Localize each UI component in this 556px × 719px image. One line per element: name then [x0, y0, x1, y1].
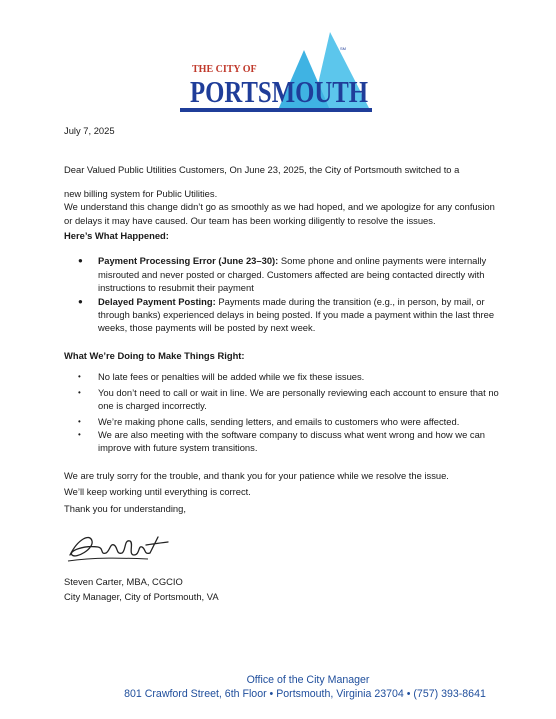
bullet-icon: ● [78, 256, 83, 266]
letter-date: July 7, 2025 [64, 125, 115, 136]
footer-address: 801 Crawford Street, 6th Floor • Portsmouth, Virginia 23704 • (757) 393-8641 [124, 688, 486, 700]
bullet-icon: • [78, 416, 81, 426]
bullet-icon: ● [78, 296, 83, 306]
item-text: Some phone and online payments were internally misrouted and never posted or charged. Customers affected are being contacted directly with instructions to resubmit their payment [98, 255, 487, 294]
sail-logo-graphic [180, 30, 378, 116]
happened-list [64, 254, 504, 334]
bullet-icon: • [78, 372, 81, 382]
bullet-icon: • [78, 429, 81, 439]
logo-city-name: PORTSMOUTH [190, 74, 368, 109]
list-item [64, 386, 504, 413]
item-text: We are also meeting with the software company to discuss what went wrong and how we can improve with future system transitions. [98, 428, 486, 454]
item-title: Delayed Payment Posting: [98, 295, 216, 307]
salutation-line-2: new billing system for Public Utilities. [64, 187, 218, 199]
handwritten-signature [64, 525, 174, 569]
signer-name: Steven Carter, MBA, CGCIO [64, 575, 183, 587]
letterhead-footer [0, 673, 556, 701]
item-title: Payment Processing Error (June 23–30): [98, 255, 279, 267]
footer-office: Office of the City Manager [246, 674, 370, 686]
closing-line-1: We are truly sorry for the trouble, and thank you for your patience while we resolve the issue. [64, 469, 449, 481]
happened-heading: Here’s What Happened: [64, 230, 169, 242]
salutation-line-1: Dear Valued Public Utilities Customers, On June 23, 2025, the City of Portsmouth switched to a [64, 164, 460, 176]
signer-title: City Manager, City of Portsmouth, VA [64, 591, 219, 603]
list-item [64, 428, 504, 455]
item-text: Payments made during the transition (e.g., in person, by mail, or through banks) experienced delays in being posted. If you made a payment within the last three weeks, those payments will be posted by next week. [98, 295, 495, 334]
item-text: You don’t need to call or wait in line. We are personally reviewing each account to ensure that no one is charged incorrectly. [98, 386, 499, 412]
list-item [64, 415, 504, 428]
closing-line-2: We’ll keep working until everything is correct. [64, 486, 251, 498]
intro-paragraph: We understand this change didn’t go as smoothly as we had hoped, and we apologize for any confusion or delays it may have caused. Our team has been working diligently to resolve the issues. [64, 201, 495, 226]
list-item [64, 254, 504, 294]
right-heading: What We’re Doing to Make Things Right: [64, 349, 245, 361]
letter-body [64, 124, 504, 604]
thanks-line: Thank you for understanding, [64, 502, 186, 514]
signature-graphic [64, 525, 174, 569]
logo-the-city-of: THE CITY OF [192, 64, 257, 75]
actions-list [64, 370, 504, 454]
service-mark: SM [340, 46, 346, 51]
city-logo [180, 30, 378, 116]
item-text: No late fees or penalties will be added while we fix these issues. [98, 371, 365, 383]
list-item [64, 295, 504, 335]
bullet-icon: • [78, 387, 81, 397]
item-text: We’re making phone calls, sending letters, and emails to customers who were affected. [98, 415, 460, 427]
list-item [64, 370, 504, 383]
